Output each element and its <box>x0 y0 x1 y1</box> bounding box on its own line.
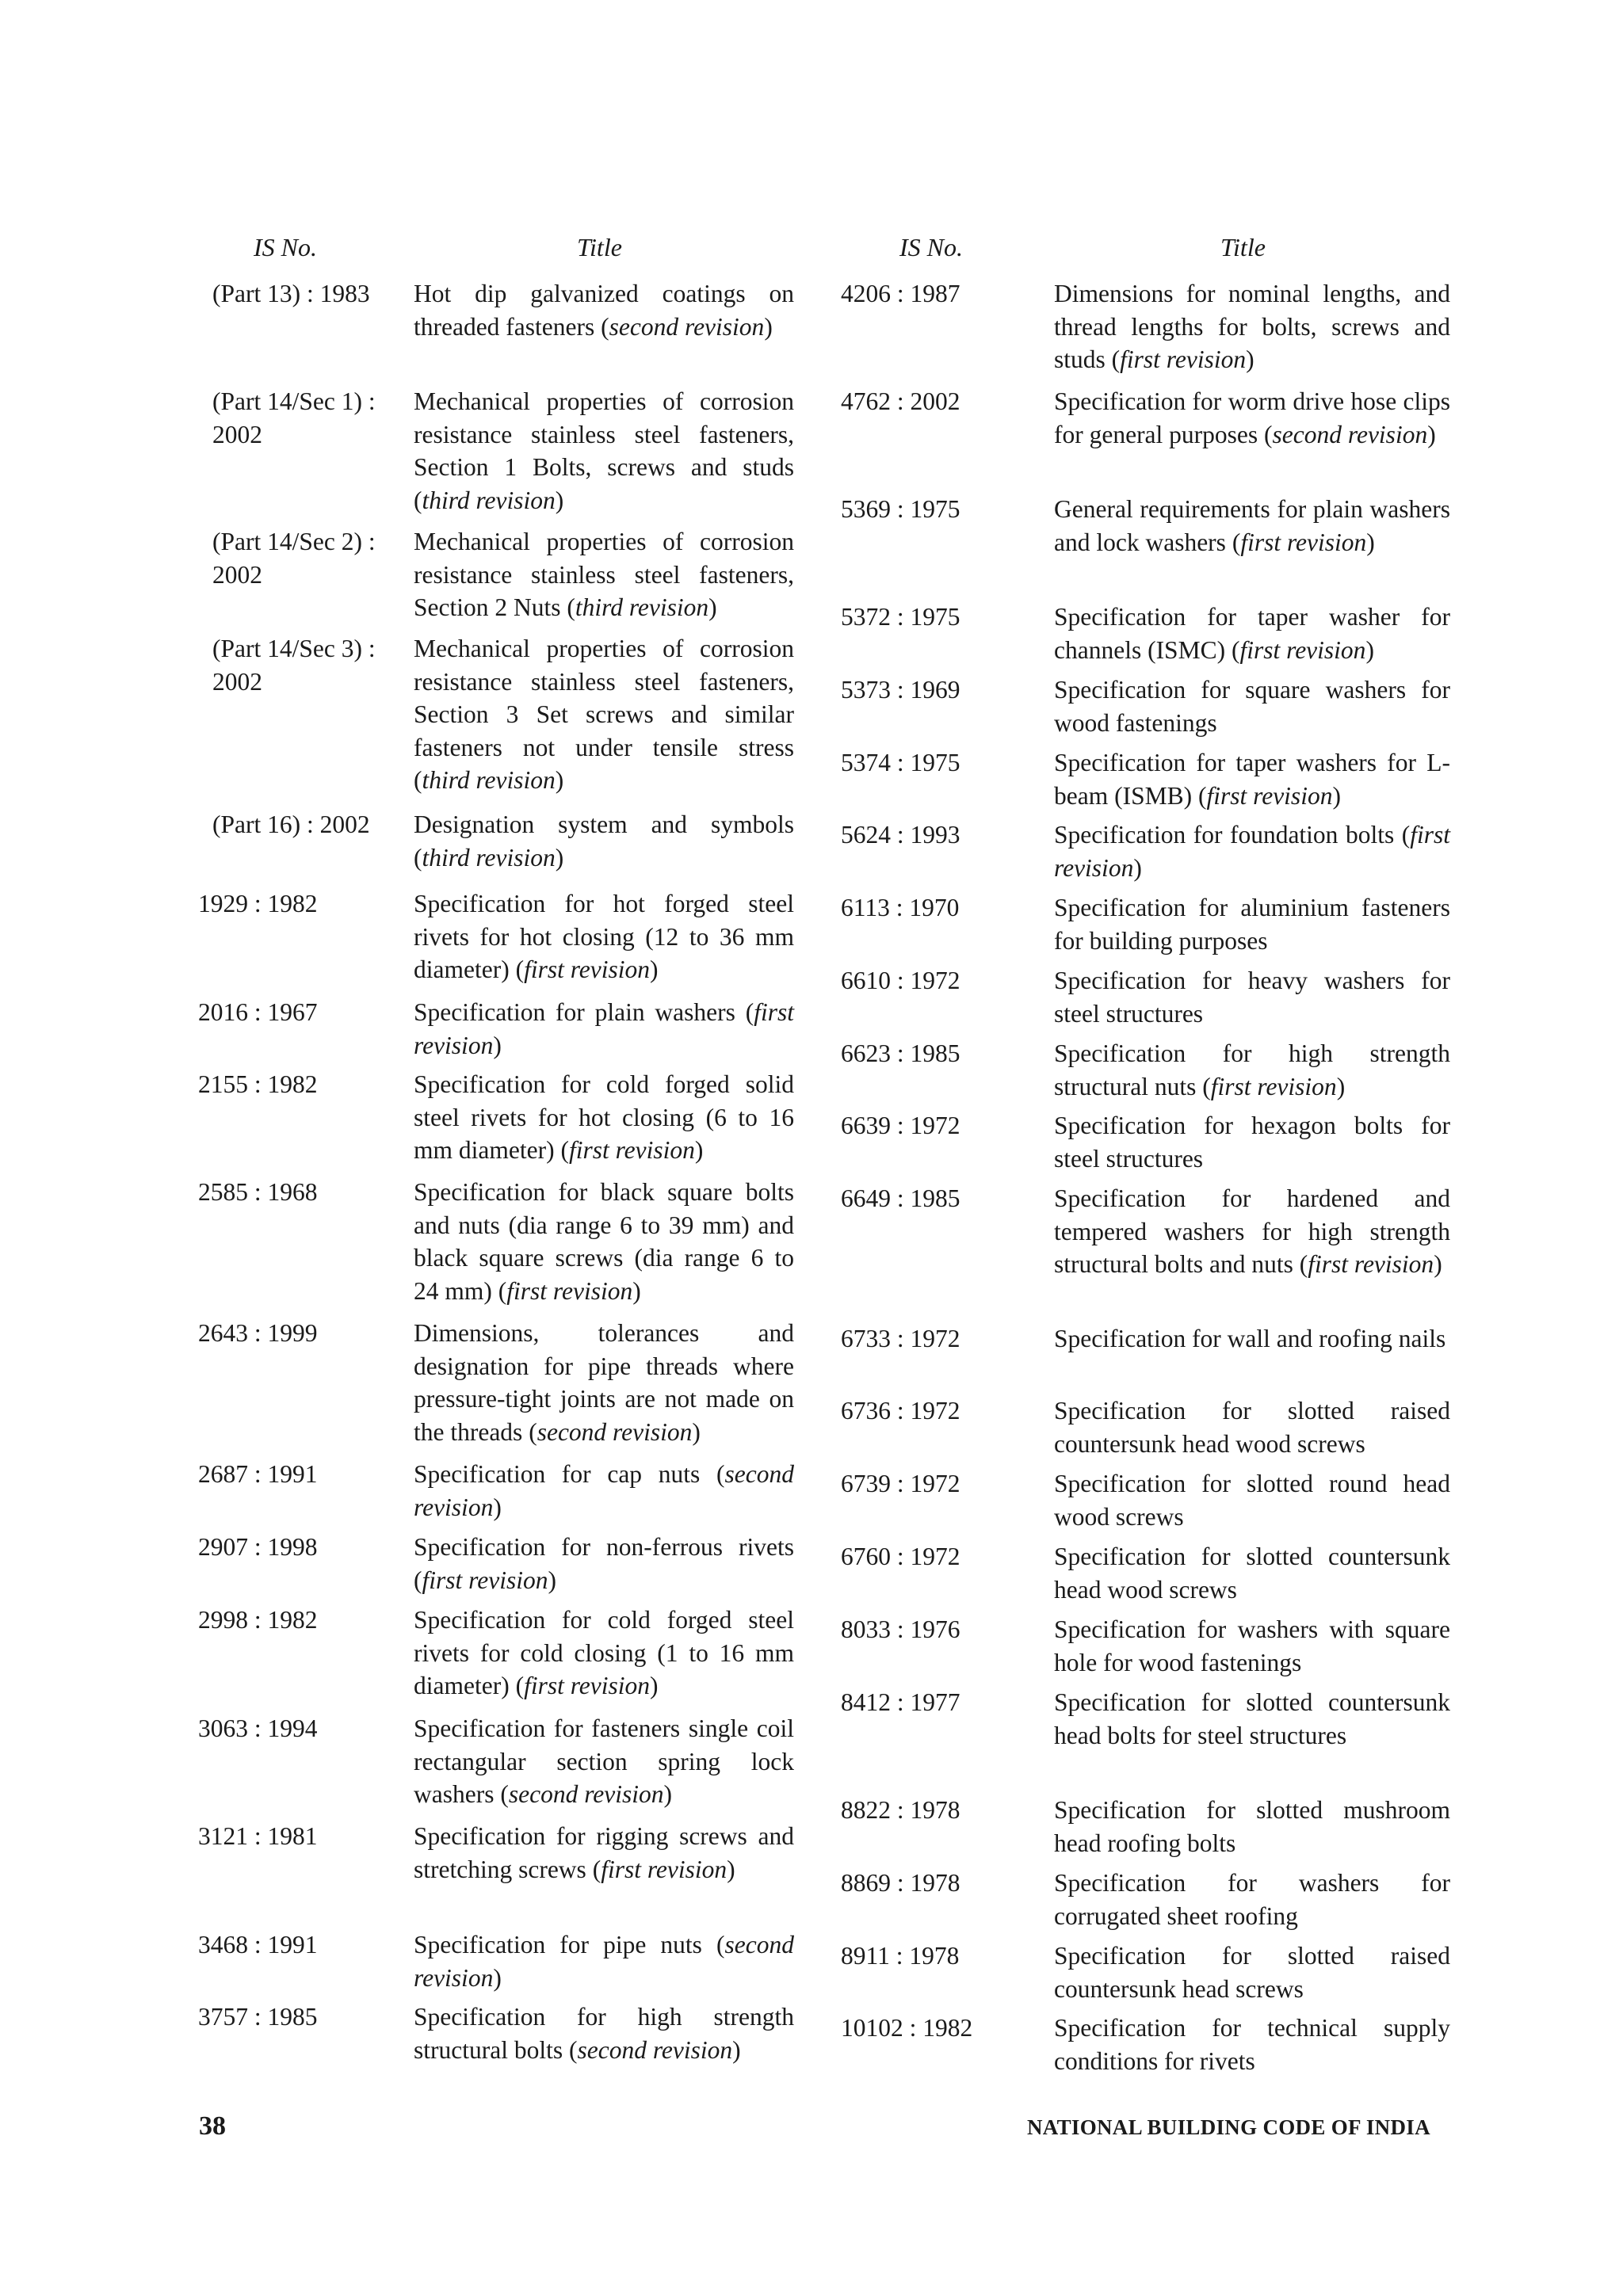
is-number: 2155 : 1982 <box>198 1070 318 1098</box>
is-number: 4206 : 1987 <box>841 280 960 307</box>
standard-title: Specification for heavy washers for steel structures <box>1054 967 1450 1028</box>
is-number: 2687 : 1991 <box>198 1460 318 1488</box>
standard-title: Specification for cold forged solid steel rivets for hot closing (6 to 16 mm diameter) (first revision) <box>414 1070 794 1164</box>
standard-title: Specification for hot forged steel rivets for hot closing (12 to 36 mm diameter) (first revision) <box>414 890 794 983</box>
standard-title: Specification for aluminium fasteners for building purposes <box>1054 894 1450 955</box>
is-number: 6639 : 1972 <box>841 1112 960 1139</box>
header-is-no: IS No. <box>254 233 317 261</box>
is-number: 6113 : 1970 <box>841 894 960 921</box>
is-number: 2907 : 1998 <box>198 1533 318 1561</box>
standard-title: Specification for taper washer for channels (ISMC) (first revision) <box>1054 603 1450 664</box>
standard-title: Specification for slotted raised countersunk head screws <box>1054 1942 1450 2003</box>
standard-title: Specification for cold forged steel rivets for cold closing (1 to 16 mm diameter) (first revision) <box>414 1606 794 1699</box>
standard-title: Specification for slotted mushroom head roofing bolts <box>1054 1796 1450 1857</box>
is-number: 3063 : 1994 <box>198 1714 318 1742</box>
is-number: 6736 : 1972 <box>841 1397 960 1425</box>
revision-note: first revision <box>1239 635 1366 664</box>
revision-note: third revision <box>422 843 556 871</box>
revision-note: second revision <box>414 1460 794 1521</box>
standard-title: Specification for hardened and tempered washers for high strength structural bolts and nuts (first revision) <box>1054 1184 1450 1278</box>
is-number: 2998 : 1982 <box>198 1606 318 1634</box>
is-number: 3757 : 1985 <box>198 2003 318 2031</box>
standard-title: Specification for plain washers (first revision) <box>414 998 794 1059</box>
revision-note: first revision <box>1054 821 1450 882</box>
standard-title: Specification for high strength structural nuts (first revision) <box>1054 1039 1450 1100</box>
is-number: (Part 14/Sec 3) : 2002 <box>212 635 376 696</box>
standard-title: Mechanical properties of corrosion resistance stainless steel fasteners, Section 1 Bolts, screws and studs (third revision) <box>414 387 794 514</box>
standard-title: Specification for pipe nuts (second revision) <box>414 1931 794 1992</box>
revision-note: first revision <box>1206 781 1333 810</box>
standard-title: Dimensions, tolerances and designation for pipe threads where pressure-tight joints are not made on the threads (second revision) <box>414 1319 794 1446</box>
standard-title: General requirements for plain washers and lock washers (first revision) <box>1054 495 1450 556</box>
is-number: 8822 : 1978 <box>841 1796 960 1824</box>
header-title: Title <box>1220 233 1266 261</box>
is-number: 6623 : 1985 <box>841 1039 960 1067</box>
is-number: (Part 14/Sec 2) : 2002 <box>212 528 376 589</box>
is-number: 6760 : 1972 <box>841 1543 960 1570</box>
revision-note: second revision <box>508 1780 664 1808</box>
revision-note: third revision <box>575 593 709 621</box>
standard-title: Specification for cap nuts (second revision) <box>414 1460 794 1521</box>
is-number: 8911 : 1978 <box>841 1942 960 1970</box>
is-number: (Part 14/Sec 1) : 2002 <box>212 387 376 448</box>
standard-title: Dimensions for nominal lengths, and thread lengths for bolts, screws and studs (first revision) <box>1054 280 1450 373</box>
standard-title: Specification for foundation bolts (first revision) <box>1054 821 1450 882</box>
standard-title: Specification for fasteners single coil rectangular section spring lock washers (second revision) <box>414 1714 794 1808</box>
standard-title: Mechanical properties of corrosion resistance stainless steel fasteners, Section 2 Nuts (third revision) <box>414 528 794 621</box>
revision-note: first revision <box>1210 1072 1337 1100</box>
revision-note: first revision <box>524 955 651 983</box>
is-number: 8412 : 1977 <box>841 1688 960 1716</box>
standard-title: Specification for slotted raised countersunk head wood screws <box>1054 1397 1450 1458</box>
is-number: 3468 : 1991 <box>198 1931 318 1958</box>
standard-title: Specification for hexagon bolts for steel structures <box>1054 1112 1450 1173</box>
standard-title: Specification for slotted countersunk head bolts for steel structures <box>1054 1688 1450 1749</box>
is-number: 1929 : 1982 <box>198 890 318 917</box>
standard-title: Specification for washers with square hole for wood fastenings <box>1054 1615 1450 1676</box>
header-is-no: IS No. <box>899 233 963 261</box>
standard-title: Specification for washers for corrugated sheet roofing <box>1054 1869 1450 1930</box>
is-number: 4762 : 2002 <box>841 387 960 415</box>
standard-title: Specification for slotted round head wood screws <box>1054 1470 1450 1531</box>
revision-note: second revision <box>609 312 765 341</box>
is-number: 6610 : 1972 <box>841 967 960 994</box>
is-number: 10102 : 1982 <box>841 2014 973 2042</box>
revision-note: third revision <box>422 486 556 514</box>
is-number: (Part 13) : 1983 <box>212 280 370 307</box>
is-number: 6649 : 1985 <box>841 1184 960 1212</box>
standard-title: Hot dip galvanized coatings on threaded fasteners (second revision) <box>414 280 794 341</box>
revision-note: second revision <box>577 2035 733 2064</box>
standard-title: Specification for technical supply conditions for rivets <box>1054 2014 1450 2075</box>
is-number: 5624 : 1993 <box>841 821 960 849</box>
is-number: 8033 : 1976 <box>841 1615 960 1643</box>
revision-note: second revision <box>537 1417 693 1446</box>
standard-title: Specification for taper washers for L-beam (ISMB) (first revision) <box>1054 749 1450 810</box>
standard-title: Specification for non-ferrous rivets (first revision) <box>414 1533 794 1594</box>
revision-note: first revision <box>1308 1250 1434 1278</box>
is-number: 3121 : 1981 <box>198 1822 318 1850</box>
revision-note: first revision <box>414 998 794 1059</box>
standard-title: Specification for rigging screws and stretching screws (first revision) <box>414 1822 794 1883</box>
is-number: (Part 16) : 2002 <box>212 810 370 838</box>
standard-title: Specification for black square bolts and nuts (dia range 6 to 39 mm) and black square screws (dia range 6 to 24 mm) (first revision) <box>414 1178 794 1305</box>
standard-title: Specification for square washers for wood fastenings <box>1054 676 1450 737</box>
revision-note: second revision <box>1272 420 1428 448</box>
standard-title: Mechanical properties of corrosion resistance stainless steel fasteners, Section 3 Set screws and similar fasteners not under tensile stress (third revision) <box>414 635 794 794</box>
is-number: 5373 : 1969 <box>841 676 960 704</box>
is-number: 8869 : 1978 <box>841 1869 960 1897</box>
revision-note: first revision <box>601 1855 727 1883</box>
revision-note: first revision <box>1120 345 1247 373</box>
revision-note: first revision <box>422 1566 548 1594</box>
is-number: 2643 : 1999 <box>198 1319 318 1347</box>
standard-title: Designation system and symbols (third revision) <box>414 810 794 871</box>
revision-note: first revision <box>568 1136 695 1164</box>
revision-note: first revision <box>506 1276 633 1305</box>
standard-title: Specification for slotted countersunk head wood screws <box>1054 1543 1450 1604</box>
revision-note: second revision <box>414 1931 794 1992</box>
standard-title: Specification for wall and roofing nails <box>1054 1325 1446 1352</box>
is-number: 5374 : 1975 <box>841 749 960 776</box>
standard-title: Specification for worm drive hose clips for general purposes (second revision) <box>1054 387 1450 448</box>
is-number: 5369 : 1975 <box>841 495 960 523</box>
is-number: 6739 : 1972 <box>841 1470 960 1497</box>
standard-title: Specification for high strength structural bolts (second revision) <box>414 2003 794 2064</box>
publication-title: NATIONAL BUILDING CODE OF INDIA <box>1027 2115 1430 2139</box>
page-number: 38 <box>199 2111 226 2141</box>
is-number: 5372 : 1975 <box>841 603 960 631</box>
revision-note: third revision <box>422 766 556 794</box>
revision-note: first revision <box>1240 528 1367 556</box>
header-title: Title <box>577 233 622 261</box>
is-number: 2585 : 1968 <box>198 1178 318 1206</box>
is-number: 6733 : 1972 <box>841 1325 960 1352</box>
revision-note: first revision <box>524 1672 651 1699</box>
is-number: 2016 : 1967 <box>198 998 318 1026</box>
